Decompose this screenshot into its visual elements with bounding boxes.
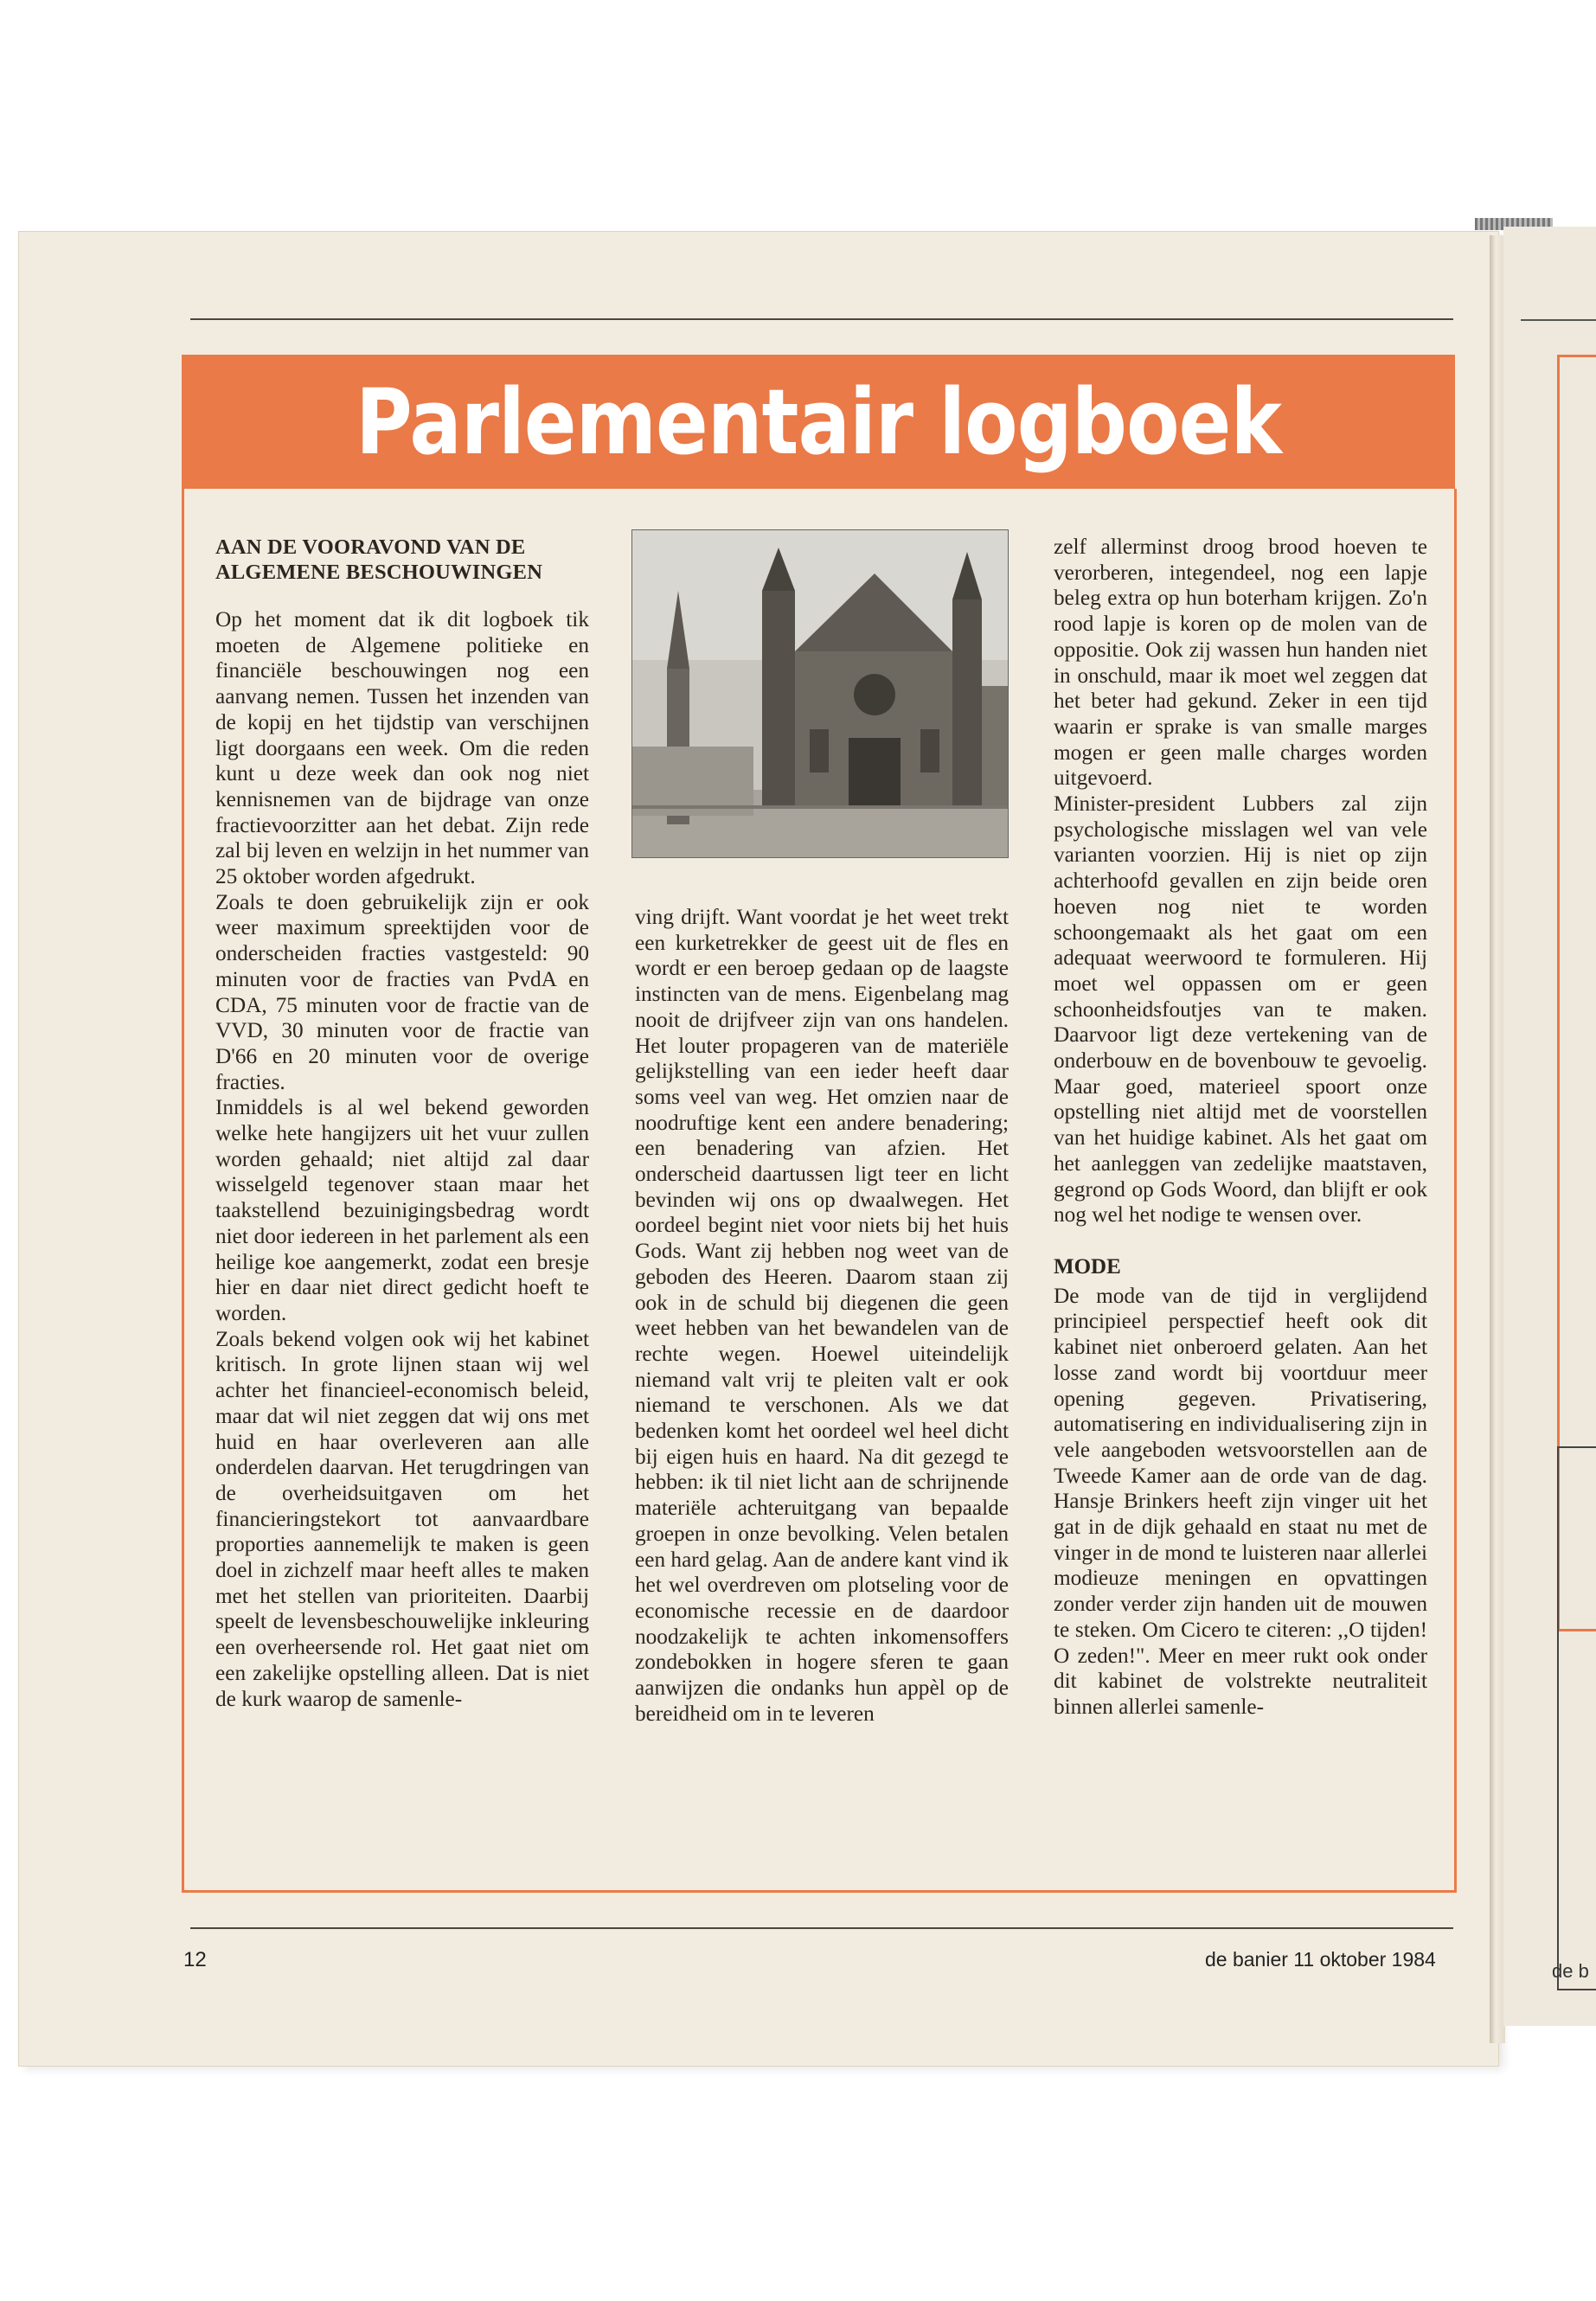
section-subheading: MODE <box>1054 1254 1121 1279</box>
next-page-rule <box>1521 319 1596 321</box>
paragraph: Zoals te doen gebruikelijk zijn er ook weer maximum spreektijden voor de onderscheiden fracties vastgesteld: 90 minuten voor de fracties van PvdA en CDA, 75 minuten voor de fractie van de VVD, 30 minuten voor de fractie van D'66 en 20 minuten voor de overige fracties. <box>215 889 589 1094</box>
paragraph: Zoals bekend volgen ook wij het kabinet kritisch. In grote lijnen staan wij wel achter het financieel-economisch beleid, maar dat wil niet zeggen dat wij ons met huid en haar overleveren aan alle onderdelen daarvan. Het terugdringen van de overheidsuitgaven om het financieringstekort tot aanvaardbare proporties aannemelijk te maken is geen doel in zichzelf maar heeft alles te maken met het stellen van prioriteiten. Daarbij speelt de levensbeschouwelijke inkleuring een overheersende rol. Het gaat niet om een zakelijke opstelling alleen. Dat is niet de kurk waarop de samenle- <box>215 1326 589 1711</box>
article-column-1 <box>215 535 589 1712</box>
page-number: 12 <box>183 1948 207 1971</box>
article-heading: AAN DE VOORAVOND VAN DE ALGEMENE BESCHOUWINGEN <box>215 535 543 584</box>
publication-footer: de banier 11 oktober 1984 <box>1205 1948 1436 1971</box>
title-banner <box>182 355 1455 489</box>
next-page-frame <box>1557 355 1596 1631</box>
ridderzaal-illustration <box>632 530 1008 857</box>
paragraph: ving drijft. Want voordat je het weet trekt een kurketrekker de geest uit de fles en wordt er een beroep gedaan op de laagste instincten van de mens. Eigenbelang mag nooit de drijfveer zijn van ons handelen. Het louter propageren van de materiële gelijkstelling van een ieder heeft daar soms veel van weg. Het omzien naar de noodruftige kent een andere benadering; een benadering van afzien. Het onderscheid daartussen ligt teer en licht bevinden wij ons op dwaalwegen. Het oordeel begint niet voor niets bij het huis Gods. Want zij hebben nog weet van de geboden des Heeren. Daarom staan zij ook in de schuld bij diegenen die geen weet hebben van het bewandelen van de rechte wegen. Hoewel uiteindelijk niemand valt vrij te pleiten valt er ook niemand te verschonen. Als we dat bedenken komt het oordeel wel heel dicht bij eigen huis en haard. Na dit gezegd te hebben: ik til niet licht aan de schrijnende materiële achteruitgang van bepaalde groepen in onze bevolking. Velen betalen een hard gelag. Aan de andere kant vind ik het wel overdreven om plotseling voor de economische recessie en de daardoor noodzakelijk te achten inkomensoffers zondebokken in hogere sferen te gaan aanwijzen die ondanks hun appèl op de bereidheid om in te leveren <box>635 905 1009 1726</box>
paragraph: zelf allerminst droog brood hoeven te verorberen, integendeel, nog een lapje beleg extra op hun boterham krijgen. Zo'n rood lapje is koren op de molen van de oppositie. Ook zij wassen hun handen niet in onschuld, maar ik moet wel zeggen dat het beter had gekund. Zeker in een tijd waarin er sprake is van smalle marges mogen er geen malle charges worden uitgevoerd. <box>1054 535 1427 791</box>
next-page-footer: de b <box>1552 1960 1589 1982</box>
paragraph: Op het moment dat ik dit logboek tik moeten de Algemene politieke en financiële beschouwingen nog een aanvang nemen. Tussen het inzenden van de kopij en het tijdstip van verschijnen ligt doorgaans een week. Om die reden kunt u deze week dan ook nog niet kennisnemen van de bijdrage van onze fractievoorzitter aan het debat. Zijn rede zal bij leven en welzijn in het nummer van 25 oktober worden afgedrukt. <box>215 607 589 889</box>
top-rule <box>190 318 1453 320</box>
paragraph: Minister-president Lubbers zal zijn psychologische misslagen wel van vele varianten voorzien. Hij is niet op zijn achterhoofd gevallen en zijn beide oren hoeven nog niet te worden schoongemaakt als het gaat om een adequaat weerwoord te formuleren. Hij moet wel oppassen om er geen schoonheidsfoutjes van te maken. Daarvoor ligt deze vertekening van de onderbouw en de bovenbouw te gevoelig. Maar goed, materieel spoort onze opstelling niet altijd met de voorstellen van het huidige kabinet. Als het gaat om het aanleggen van zedelijke maatstaven, gegrond op Gods Woord, dan blijft er ook nog wel het nodige te wensen over. <box>1054 792 1427 1227</box>
page-title: Parlementair logboek <box>355 369 1281 475</box>
next-page-box <box>1557 1446 1596 1990</box>
binnenhof-photo <box>631 529 1009 858</box>
paragraph: De mode van de tijd in verglijdend principieel perspectief heeft ook dit kabinet niet onberoerd gelaten. Aan het losse zand wordt bij voortduur meer opening gegeven. Privatisering, automatisering en individualisering zijn in vele aangeboden wetsvoorstellen aan de Tweede Kamer aan de orde van de dag. Hansje Brinkers heeft zijn vinger uit het gat in de dijk gehaald en staat nu met de vinger in de mond te luisteren naar allerlei modieuze meningen en opvattingen zonder verder zijn handen uit de mouwen te steken. Om Cicero te citeren: ,,O tijden! O zeden!". Meer en meer rukt ook onder dit kabinet de volstrekte neutraliteit binnen allerlei samenle- <box>1054 1283 1427 1719</box>
article-column-3 <box>1054 535 1427 1721</box>
article-column-2 <box>635 905 1009 1727</box>
next-page-fragment <box>1503 227 1596 2026</box>
bottom-rule <box>190 1927 1453 1929</box>
paragraph: Inmiddels is al wel bekend geworden welke hete hangijzers uit het vuur zullen worden gehaald; niet altijd zal daar wisselgeld tegenover staan maar het taakstellend bezuinigingsbedrag wordt niet door iedereen in het parlement als een heilige koe aangemerkt, zodat een bresje hier en daar niet direct gedicht hoeft te worden. <box>215 1095 589 1325</box>
